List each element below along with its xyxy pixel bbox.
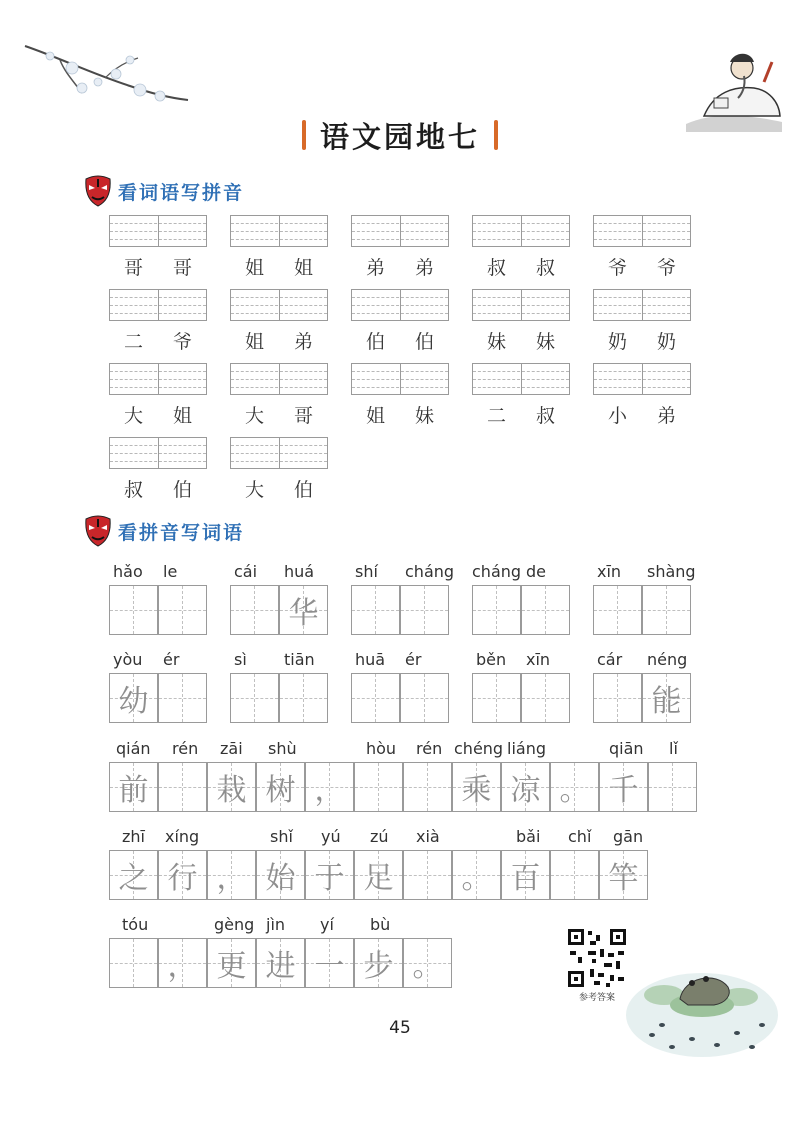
pinyin-label: jìn xyxy=(266,915,286,934)
trace-character: 。 xyxy=(412,949,443,984)
pinyin-label: le xyxy=(163,562,178,581)
character: 姐 xyxy=(172,405,192,427)
character-writing-box[interactable] xyxy=(109,938,158,988)
character-writing-box[interactable] xyxy=(354,850,403,900)
divider-line xyxy=(279,438,280,468)
character: 小 xyxy=(607,405,627,427)
character-writing-box[interactable] xyxy=(207,850,256,900)
character-writing-box[interactable] xyxy=(403,938,452,988)
word-label xyxy=(109,327,207,354)
pinyin-label: néng xyxy=(647,650,688,669)
divider-line xyxy=(158,364,159,394)
character-writing-box[interactable] xyxy=(351,673,400,723)
trace-character xyxy=(110,586,157,634)
divider-line xyxy=(521,216,522,246)
pinyin-label: zhī xyxy=(122,827,145,846)
character-writing-box[interactable] xyxy=(279,673,328,723)
trace-character: 更 xyxy=(216,949,247,984)
trace-character: 。 xyxy=(559,773,590,808)
character-writing-box[interactable] xyxy=(158,938,207,988)
word-label xyxy=(109,475,207,502)
divider-line xyxy=(642,290,643,320)
character: 大 xyxy=(244,405,264,427)
divider-line xyxy=(158,290,159,320)
character: 弟 xyxy=(414,257,434,279)
pinyin-label: qián xyxy=(116,739,151,758)
pinyin-label: cár xyxy=(597,650,623,669)
character-writing-box[interactable] xyxy=(593,585,642,635)
character-writing-box[interactable] xyxy=(550,762,599,812)
trace-character: 百 xyxy=(510,861,541,896)
pinyin-writing-box[interactable] xyxy=(109,437,207,469)
pinyin-label: liáng xyxy=(507,739,546,758)
trace-character: 步 xyxy=(363,949,394,984)
character-writing-box[interactable] xyxy=(279,585,328,635)
character-writing-box[interactable] xyxy=(400,673,449,723)
trace-character: ， xyxy=(167,949,198,984)
trace-character xyxy=(594,674,641,722)
character-writing-box[interactable] xyxy=(207,938,256,988)
trace-character xyxy=(551,851,598,899)
pinyin-label: cháng xyxy=(405,562,455,581)
trace-character xyxy=(231,586,278,634)
trace-character: ， xyxy=(314,773,345,808)
pinyin-label: shàng xyxy=(647,562,696,581)
word-label xyxy=(351,253,449,280)
character-writing-box[interactable] xyxy=(501,762,550,812)
trace-character: 千 xyxy=(608,773,639,808)
character: 大 xyxy=(123,405,143,427)
character-writing-box[interactable] xyxy=(158,762,207,812)
character-writing-box[interactable] xyxy=(207,762,256,812)
pinyin-label: rén xyxy=(416,739,443,758)
pinyin-writing-box[interactable] xyxy=(593,289,691,321)
character: 叔 xyxy=(535,405,555,427)
character: 姐 xyxy=(365,405,385,427)
pinyin-label: shí xyxy=(355,562,378,581)
pinyin-label: bù xyxy=(370,915,391,934)
pinyin-label: gèng xyxy=(214,915,255,934)
pinyin-label: xíng xyxy=(165,827,200,846)
character-writing-box[interactable] xyxy=(305,850,354,900)
trace-character xyxy=(643,586,690,634)
character-writing-box[interactable] xyxy=(256,850,305,900)
character-writing-box[interactable] xyxy=(521,585,570,635)
pinyin-label: chéng xyxy=(454,739,504,758)
pinyin-writing-box[interactable] xyxy=(351,215,449,247)
trace-character xyxy=(473,586,520,634)
trace-character: 幼 xyxy=(118,684,149,719)
character: 伯 xyxy=(293,479,313,501)
pinyin-label: qiān xyxy=(609,739,644,758)
trace-character: 凉 xyxy=(510,773,541,808)
character-writing-box[interactable] xyxy=(109,850,158,900)
pinyin-writing-box[interactable] xyxy=(230,437,328,469)
page-title: 语文园地七 xyxy=(319,119,480,154)
word-label xyxy=(593,327,691,354)
character-writing-box[interactable] xyxy=(354,762,403,812)
pinyin-writing-box[interactable] xyxy=(230,215,328,247)
divider-line xyxy=(279,364,280,394)
trace-character xyxy=(522,586,569,634)
character-writing-box[interactable] xyxy=(593,673,642,723)
character-writing-box[interactable] xyxy=(599,850,648,900)
pinyin-writing-box[interactable] xyxy=(472,215,570,247)
trace-character xyxy=(404,763,451,811)
character: 叔 xyxy=(486,257,506,279)
qr-code-image[interactable] xyxy=(566,927,628,989)
character-writing-box[interactable] xyxy=(599,762,648,812)
pinyin-label: zú xyxy=(370,827,389,846)
opera-mask-icon xyxy=(84,515,112,547)
trace-character xyxy=(594,586,641,634)
pinyin-writing-box[interactable] xyxy=(351,289,449,321)
page-number: 45 xyxy=(389,1018,411,1038)
divider-line xyxy=(521,364,522,394)
trace-character xyxy=(231,674,278,722)
word-label xyxy=(593,401,691,428)
character: 二 xyxy=(486,405,506,427)
trace-character: 前 xyxy=(118,773,149,808)
character-writing-box[interactable] xyxy=(452,762,501,812)
word-label xyxy=(109,401,207,428)
character-writing-box[interactable] xyxy=(109,762,158,812)
character-writing-box[interactable] xyxy=(351,585,400,635)
word-label xyxy=(230,327,328,354)
pinyin-label: tiān xyxy=(284,650,315,669)
pinyin-label: yòu xyxy=(113,650,143,669)
pinyin-label: shǐ xyxy=(270,827,293,846)
character: 弟 xyxy=(656,405,676,427)
pinyin-label: běn xyxy=(476,650,507,669)
divider-line xyxy=(400,364,401,394)
character: 哥 xyxy=(172,257,192,279)
character: 姐 xyxy=(293,257,313,279)
pinyin-label: xīn xyxy=(526,650,551,669)
character: 伯 xyxy=(414,331,434,353)
section-title: 看拼音写词语 xyxy=(118,521,245,544)
trace-character xyxy=(159,586,206,634)
character: 爷 xyxy=(656,257,676,279)
character-writing-box[interactable] xyxy=(109,585,158,635)
pinyin-label: cháng xyxy=(472,562,522,581)
pinyin-writing-box[interactable] xyxy=(472,363,570,395)
pinyin-label: bǎi xyxy=(516,827,541,846)
character-writing-box[interactable] xyxy=(230,673,279,723)
character: 哥 xyxy=(293,405,313,427)
trace-character xyxy=(401,586,448,634)
trace-character: 。 xyxy=(461,861,492,896)
character: 爷 xyxy=(172,331,192,353)
character-writing-box[interactable] xyxy=(305,762,354,812)
character-writing-box[interactable] xyxy=(403,762,452,812)
character: 叔 xyxy=(123,479,143,501)
trace-character: 于 xyxy=(314,861,345,896)
character: 叔 xyxy=(535,257,555,279)
pinyin-label: xià xyxy=(416,827,440,846)
pinyin-writing-box[interactable] xyxy=(109,289,207,321)
divider-line xyxy=(400,216,401,246)
character: 弟 xyxy=(293,331,313,353)
character-writing-box[interactable] xyxy=(452,850,501,900)
pinyin-writing-box[interactable] xyxy=(472,289,570,321)
character: 大 xyxy=(244,479,264,501)
trace-character xyxy=(110,939,157,987)
divider-line xyxy=(158,438,159,468)
pinyin-label: xīn xyxy=(597,562,622,581)
trace-character: 能 xyxy=(651,684,682,719)
word-label xyxy=(230,253,328,280)
pinyin-writing-box[interactable] xyxy=(109,363,207,395)
trace-character: 树 xyxy=(265,773,296,808)
character: 哥 xyxy=(123,257,143,279)
pinyin-label: huā xyxy=(355,650,386,669)
character: 姐 xyxy=(244,257,264,279)
opera-mask-icon xyxy=(84,175,112,207)
trace-character xyxy=(473,674,520,722)
character-writing-box[interactable] xyxy=(642,673,691,723)
pinyin-label: ér xyxy=(405,650,422,669)
trace-character: ， xyxy=(216,861,247,896)
character: 二 xyxy=(123,331,143,353)
word-label xyxy=(230,475,328,502)
trace-character: 之 xyxy=(118,861,149,896)
character-writing-box[interactable] xyxy=(550,850,599,900)
character: 奶 xyxy=(607,331,627,353)
character: 爷 xyxy=(607,257,627,279)
trace-character: 栽 xyxy=(216,773,247,808)
pinyin-label: chǐ xyxy=(568,827,592,846)
word-label xyxy=(472,327,570,354)
pinyin-label: sì xyxy=(234,650,247,669)
pinyin-writing-box[interactable] xyxy=(109,215,207,247)
trace-character xyxy=(355,763,402,811)
character: 妹 xyxy=(486,331,506,353)
pinyin-label: ér xyxy=(163,650,180,669)
character-writing-box[interactable] xyxy=(400,585,449,635)
character-writing-box[interactable] xyxy=(305,938,354,988)
word-label xyxy=(351,327,449,354)
divider-line xyxy=(642,216,643,246)
word-label xyxy=(230,401,328,428)
trace-character xyxy=(522,674,569,722)
character-writing-box[interactable] xyxy=(354,938,403,988)
character: 伯 xyxy=(172,479,192,501)
pinyin-label: zāi xyxy=(220,739,243,758)
qr-code-caption: 参考答案 xyxy=(578,993,615,1003)
trace-character xyxy=(649,763,696,811)
trace-character: 乘 xyxy=(461,773,492,808)
trace-character: 一 xyxy=(314,949,345,984)
pinyin-label: rén xyxy=(172,739,199,758)
trace-character: 行 xyxy=(167,861,198,896)
character: 弟 xyxy=(365,257,385,279)
character-writing-box[interactable] xyxy=(642,585,691,635)
word-label xyxy=(109,253,207,280)
divider-line xyxy=(521,290,522,320)
character-writing-box[interactable] xyxy=(403,850,452,900)
character-writing-box[interactable] xyxy=(521,673,570,723)
character-writing-box[interactable] xyxy=(158,673,207,723)
pinyin-label: lǐ xyxy=(669,739,678,758)
page-title-block xyxy=(300,112,500,158)
character: 姐 xyxy=(244,331,264,353)
character-writing-box[interactable] xyxy=(256,762,305,812)
trace-character: 竿 xyxy=(608,861,639,896)
character-writing-box[interactable] xyxy=(158,850,207,900)
pinyin-label: tóu xyxy=(122,915,149,934)
pinyin-label: hòu xyxy=(366,739,397,758)
trace-character xyxy=(280,674,327,722)
word-label xyxy=(351,401,449,428)
character-writing-box[interactable] xyxy=(158,585,207,635)
character: 伯 xyxy=(365,331,385,353)
trace-character xyxy=(352,586,399,634)
trace-character xyxy=(159,763,206,811)
trace-character xyxy=(404,851,451,899)
character-writing-box[interactable] xyxy=(472,585,521,635)
character: 妹 xyxy=(414,405,434,427)
section-header-pinyin-writing xyxy=(84,175,244,207)
pinyin-writing-box[interactable] xyxy=(593,363,691,395)
word-label xyxy=(472,401,570,428)
character: 妹 xyxy=(535,331,555,353)
trace-character: 始 xyxy=(265,861,296,896)
character-writing-box[interactable] xyxy=(472,673,521,723)
divider-line xyxy=(158,216,159,246)
pinyin-label: shù xyxy=(268,739,297,758)
trace-character xyxy=(159,674,206,722)
pinyin-label: cái xyxy=(234,562,258,581)
trace-character xyxy=(352,674,399,722)
section-title: 看词语写拼音 xyxy=(118,181,245,204)
plum-blossom-branch-illustration xyxy=(20,38,190,128)
title-right-bar xyxy=(494,120,498,150)
pinyin-writing-box[interactable] xyxy=(230,289,328,321)
divider-line xyxy=(642,364,643,394)
character-writing-box[interactable] xyxy=(230,585,279,635)
pinyin-writing-box[interactable] xyxy=(593,215,691,247)
pinyin-writing-box[interactable] xyxy=(351,363,449,395)
pinyin-label: yú xyxy=(321,827,341,846)
pinyin-label: de xyxy=(526,562,546,581)
divider-line xyxy=(279,290,280,320)
character-writing-box[interactable] xyxy=(648,762,697,812)
character-writing-box[interactable] xyxy=(256,938,305,988)
frog-lotus-illustration xyxy=(622,955,782,1065)
divider-line xyxy=(279,216,280,246)
character: 奶 xyxy=(656,331,676,353)
trace-character: 进 xyxy=(265,949,296,984)
word-label xyxy=(593,253,691,280)
pinyin-label: huá xyxy=(284,562,315,581)
pinyin-label: gān xyxy=(613,827,644,846)
scholar-figure-illustration xyxy=(684,42,784,134)
divider-line xyxy=(400,290,401,320)
character-writing-box[interactable] xyxy=(109,673,158,723)
trace-character: 足 xyxy=(363,861,394,896)
trace-character: 华 xyxy=(288,596,319,631)
section-header-word-writing xyxy=(84,515,244,547)
title-left-bar xyxy=(302,120,306,150)
word-label xyxy=(472,253,570,280)
character-writing-box[interactable] xyxy=(501,850,550,900)
trace-character xyxy=(401,674,448,722)
pinyin-label: yí xyxy=(320,915,334,934)
pinyin-writing-box[interactable] xyxy=(230,363,328,395)
pinyin-label: hǎo xyxy=(113,562,143,581)
